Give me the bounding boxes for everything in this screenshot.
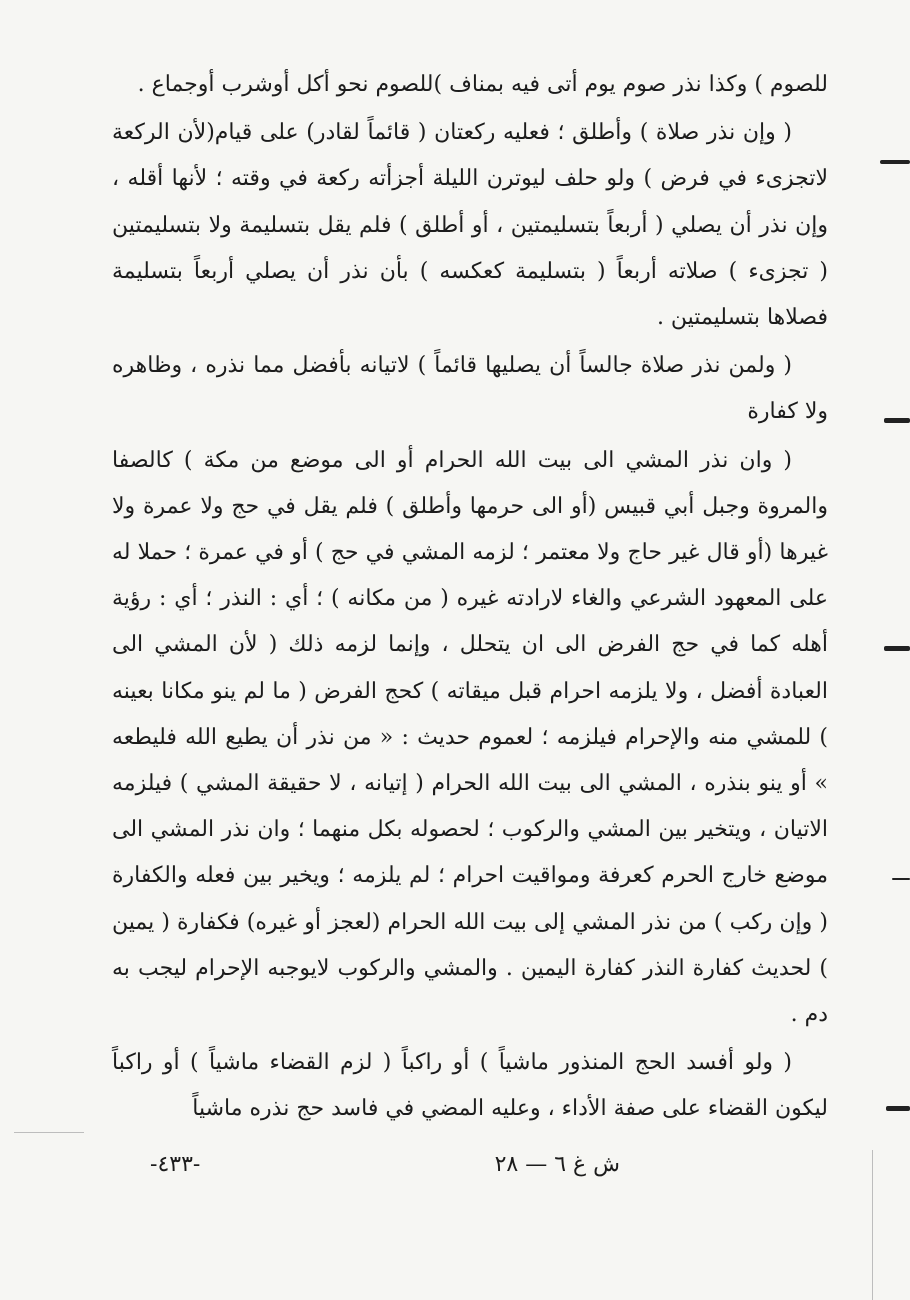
margin-mark [884,646,910,651]
page-footer [150,1152,620,1186]
paragraph-sitting-prayer: ( ولمن نذر صلاة جالساً أن يصليها قائماً ) لاتيانه بأفضل مما نذره ، وظاهره ولا كفارة [112,353,828,425]
paragraph-prayer-vow: ( وإن نذر صلاة ) وأطلق ؛ فعليه ركعتان ( قائماً لقادر) على قيام(لأن الركعة لاتجزىء في فرض ) ولو حلف ليوترن الليلة أجزأته ركعة في وقته ؛ لأنها أقله ، وإن نذر أن يصلي ( أربعاً بتسليمتين ، أو أطلق ) فلم يقل بتسليمة ولا بتسليمتين ( تجزىء ) صلاته أربعاً ( بتسليمة كعكسه ) بأن نذر أن يصلي أربعاً بتسليمة فصلاها بتسليمتين . [112,120,828,331]
margin-mark [886,1106,910,1111]
margin-mark [880,160,910,164]
page-number: -٤٣٣- [150,1152,201,1177]
scan-line [872,1150,873,1300]
margin-mark [892,878,910,880]
printer-signature: ش غ ٦ — ٢٨ [494,1152,620,1177]
margin-mark [884,418,910,423]
body-text [112,62,828,1133]
paragraph-spoiled-hajj: ( ولو أفسد الحج المنذور ماشياً ) أو راكباً ( لزم القضاء ماشياً ) أو راكباً ليكون القضاء على صفة الأداء ، وعليه المضي في فاسد حج نذره ماشياً [112,1050,828,1122]
paragraph-walking-vow: ( وان نذر المشي الى بيت الله الحرام أو الى موضع من مكة ) كالصفا والمروة وجبل أبي قبيس (أو الى حرمها وأطلق ) فلم يقل في حج ولا عمرة ولا غيرها (أو قال غير حاج ولا معتمر ؛ لزمه المشي في حج ) أو في عمرة ؛ حملا له على المعهود الشرعي والغاء لارادته غيره ( من مكانه ) ؛ أي : النذر ؛ أي : رؤية أهله كما في حج الفرض الى ان يتحلل ، وإنما لزمه ذلك ( لأن المشي الى العبادة أفضل ، ولا يلزمه احرام قبل ميقاته ) كحج الفرض ( ما لم ينو مكانا بعينه ) للمشي منه والإحرام فيلزمه ؛ لعموم حديث : « من نذر أن يطيع الله فليطعه » أو ينو بنذره ، المشي الى بيت الله الحرام ( إتيانه ، لا حقيقة المشي ) فيلزمه الاتيان ، ويتخير بين المشي والركوب ؛ لحصوله بكل منهما ؛ وان نذر المشي الى موضع خارج الحرم كعرفة ومواقيت احرام ؛ لم يلزمه ؛ ويخير بين فعله والكفارة ( وإن ركب ) من نذر المشي إلى بيت الله الحرام (لعجز أو غيره) فكفارة ( يمين ) لحديث كفارة النذر كفارة اليمين . والمشي والركوب لايوجبه الإحرام ليجب به دم . [112,447,828,1028]
scan-line [14,1132,84,1133]
paragraph-continuation: للصوم ) وكذا نذر صوم يوم أتى فيه بمناف )للصوم نحو أكل أوشرب أوجماع . [137,72,828,97]
